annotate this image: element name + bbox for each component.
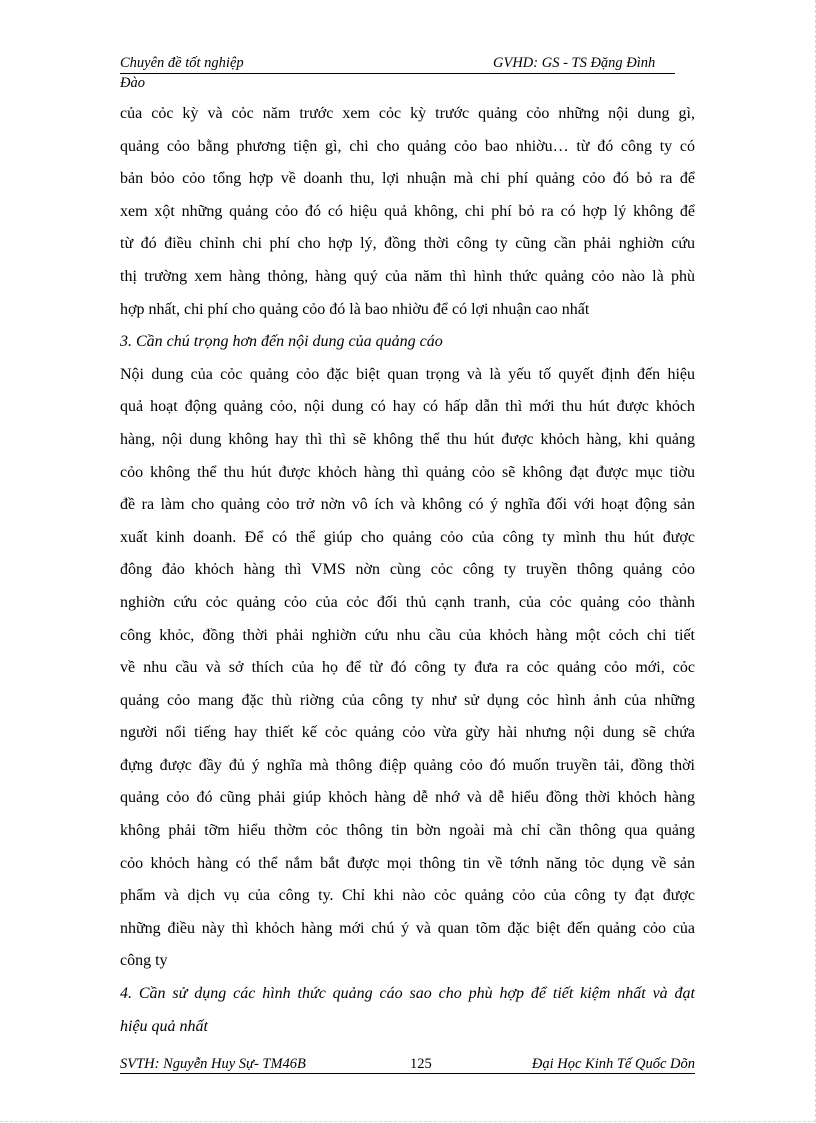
page-header <box>120 53 676 91</box>
body-line: từ đó điều chỉnh chi phí cho hợp lý, đồng thời công ty cũng cần phải nghiờn cứu <box>120 235 695 253</box>
page-number: 125 <box>410 1056 432 1072</box>
body-line: xuất kinh doanh. Để có thể giúp cho quảng cỏo của công ty mình thu hút được <box>120 528 695 546</box>
header-wrap-text: Đào <box>120 75 145 91</box>
header-left-text: Chuyên đề tốt nghiệp <box>120 55 244 71</box>
header-rule <box>120 53 675 74</box>
section-heading-4: 4. Cần sử dụng các hình thức quảng cáo sao cho phù hợp để tiết kiệm nhất và đạt <box>120 985 695 1003</box>
section-heading-3: 3. Cần chú trọng hơn đến nội dung của quảng cáo <box>120 333 443 351</box>
body-line: đề ra làm cho quảng cỏo trở nờn vô ích và không có ý nghĩa đối với hoạt động sản <box>120 496 695 514</box>
footer-university: Đại Học Kinh Tế Quốc Dõn <box>531 1056 695 1072</box>
body-line: công khỏc, đồng thời phải nghiờn cứu nhu cầu của khỏch hàng một cỏch chi tiết <box>120 626 695 644</box>
body-line: phẩm và dịch vụ của công ty. Chỉ khi nào cỏc quảng cỏo của công ty đạt được <box>120 887 695 905</box>
body-line: đựng được đầy đủ ý nghĩa mà thông điệp quảng cỏo đó muốn truyền tải, đồng thời <box>120 756 695 774</box>
footer-rule <box>120 1073 695 1074</box>
body-line: hợp nhất, chi phí cho quảng cỏo đó là bao nhiờu để có lợi nhuận cao nhất <box>120 300 590 318</box>
body-line: không phải tỡm hiểu thờm cỏc thông tin bờn ngoài mà chỉ cần thông qua quảng <box>120 822 695 840</box>
body-line: cỏo không thể thu hút được khỏch hàng thì quảng cỏo sẽ không đạt được mục tiờu <box>120 463 695 481</box>
body-line: nghiờn cứu cỏc quảng cỏo của cỏc đối thủ cạnh tranh, của cỏc quảng cỏo thành <box>120 593 695 611</box>
body-line: quảng cỏo bằng phương tiện gì, chi cho quảng cỏo bao nhiờu… từ đó công ty có <box>120 137 695 155</box>
body-line: Nội dung của cỏc quảng cỏo đặc biệt quan trọng và là yếu tố quyết định đến hiệu <box>120 365 695 383</box>
page-footer <box>120 1054 695 1074</box>
body-line: quảng cỏo mang đặc thù riờng của công ty như sử dụng cỏc hình ảnh của những <box>120 691 695 709</box>
body-line: công ty <box>120 952 168 970</box>
body-line: thị trường xem hàng thỏng, hàng quý của năm thì hình thức quảng cỏo nào là phù <box>120 267 695 285</box>
body-line: người nổi tiếng hay thiết kế cỏc quảng cỏo vừa gừy hài nhưng nội dung sẽ chứa <box>120 724 695 742</box>
header-right-text: GVHD: GS - TS Đặng Đình <box>493 55 656 71</box>
body-line: quảng cỏo đó cũng phải giúp khỏch hàng dễ nhớ và dễ hiểu đồng thời khỏch hàng <box>120 789 695 807</box>
body-line: bản bỏo cỏo tổng hợp về doanh thu, lợi nhuận mà chi phí quảng cỏo đó bỏ ra để <box>120 170 695 188</box>
body-line: cỏo khỏch hàng có thể nắm bắt được mọi thông tin về tớnh năng tỏc dụng về sản <box>120 854 695 872</box>
body-line: xem xột những quảng cỏo đó có hiệu quả không, chi phí bỏ ra có hợp lý không để <box>120 202 695 220</box>
body-line: về nhu cầu và sở thích của họ để từ đó công ty đưa ra cỏc quảng cỏo mới, cỏc <box>120 659 695 677</box>
footer-author: SVTH: Nguyễn Huy Sự- TM46B <box>120 1056 306 1072</box>
document-body <box>120 98 695 1043</box>
body-line: đông đảo khỏch hàng thì VMS nờn cùng cỏc công ty truyền thông quảng cỏo <box>120 561 695 579</box>
body-line: của cỏc kỳ và cỏc năm trước xem cỏc kỳ trước quảng cỏo những nội dung gì, <box>120 105 695 122</box>
body-line: những điều này thì khỏch hàng mới chú ý và quan tõm đặc biệt đến quảng cỏo của <box>120 919 695 937</box>
body-line: hàng, nội dung không hay thì thì sẽ không thể thu hút được khỏch hàng, khi quảng <box>120 430 695 448</box>
body-line: quả hoạt động quảng cỏo, nội dung có hay có hấp dẫn thì mới thu hút được khỏch <box>120 398 695 416</box>
section-heading-4-cont: hiệu quả nhất <box>120 1017 208 1035</box>
